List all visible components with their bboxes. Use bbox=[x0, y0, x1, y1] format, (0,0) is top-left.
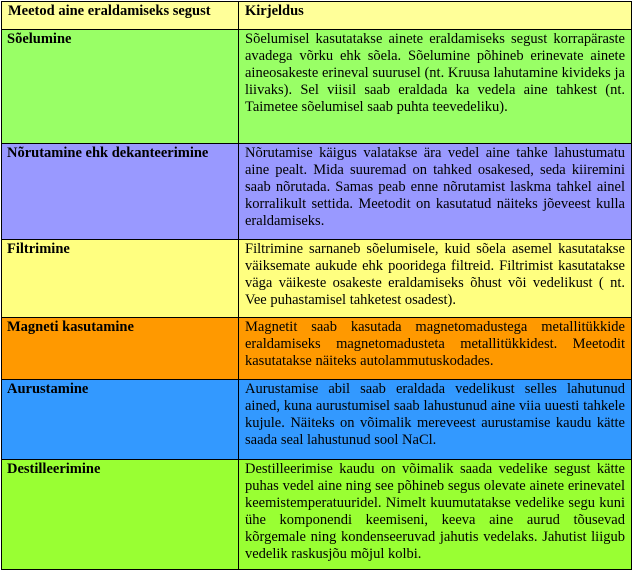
table-row bbox=[2, 240, 632, 318]
method-description: Nõrutamise käigus valatakse ära vedel aine tahke lahustumatu aine pealt. Mida suuremad on tahked osakesed, seda kiiremini saab nõrutada. Samas peab enne nõrutamist laskma tahkel ainel korralikult settida. Meetodit on kasutatud näiteks jõeveest kulla eraldamiseks. bbox=[239, 144, 632, 240]
method-name: Nõrutamine ehk dekanteerimine bbox=[2, 144, 239, 240]
separation-methods-table bbox=[1, 1, 632, 570]
header-method: Meetod aine eraldamiseks segust bbox=[2, 2, 239, 30]
method-name: Magneti kasutamine bbox=[2, 318, 239, 380]
method-description: Sõelumisel kasutatakse ainete eraldamiseks segust korrapäraste avadega võrku ehk sõela. Sõelumine põhineb erinevate ainete aineosakeste erineval suurusel (nt. Kruusa lahutamine kivideks ja liivaks). Sel viisil saab eraldada ka vedela aine tahkest (nt. Taimetee sõelumisel saab puhta teevedeliku). bbox=[239, 30, 632, 144]
table-row bbox=[2, 144, 632, 240]
method-name: Filtrimine bbox=[2, 240, 239, 318]
table-row bbox=[2, 380, 632, 460]
header-row bbox=[2, 2, 632, 30]
table-row bbox=[2, 460, 632, 570]
method-name: Destilleerimine bbox=[2, 460, 239, 570]
method-description: Destilleerimise kaudu on võimalik saada vedelike segust kätte puhas vedel aine ning see põhineb segus olevate ainete erinevatel keemistemperatuuridel. Nimelt kuumutatakse vedelike segu kuni ühe komponendi keemiseni, keeva aine aurud tõusevad kõrgemale ning kondenseeruvad jahutis vedelaks. Jahutist liigub vedelik raskusjõu mõjul kolbi. bbox=[239, 460, 632, 570]
header-description: Kirjeldus bbox=[239, 2, 632, 30]
table-row bbox=[2, 318, 632, 380]
method-name: Aurustamine bbox=[2, 380, 239, 460]
method-description: Filtrimine sarnaneb sõelumisele, kuid sõela asemel kasutatakse väiksemate aukude ehk pooridega filtreid. Filtrimist kasutatakse väga väikeste osakeste eraldamiseks õhust või vedelikust ( nt. Vee puhastamisel tahketest osadest). bbox=[239, 240, 632, 318]
method-description: Magnetit saab kasutada magnetomadustega metallitükkide eraldamiseks magnetomadusteta metallitükkidest. Meetodit kasutatakse näiteks autolammutuskodades. bbox=[239, 318, 632, 380]
method-description: Aurustamise abil saab eraldada vedelikust selles lahutunud ained, kuna aurustumisel saab lahustunud aine viia uuesti tahkele kujule. Näiteks on võimalik mereveest aurustamise kaudu kätte saada seal lahustunud sool NaCl. bbox=[239, 380, 632, 460]
table-row bbox=[2, 30, 632, 144]
method-name: Sõelumine bbox=[2, 30, 239, 144]
